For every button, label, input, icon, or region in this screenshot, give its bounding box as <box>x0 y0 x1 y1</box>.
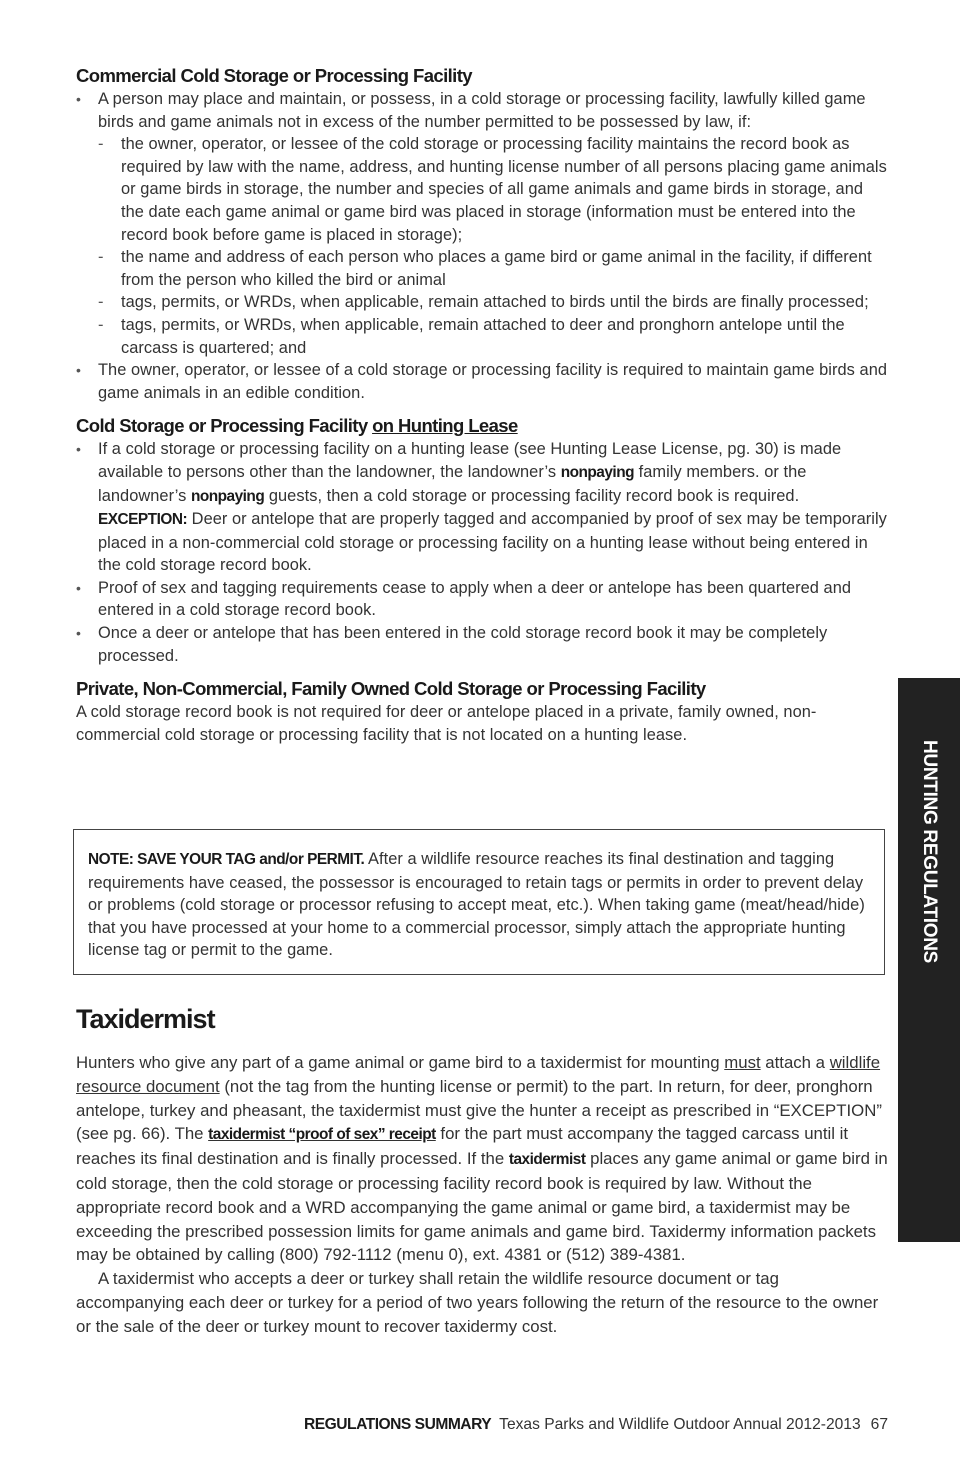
taxidermist-paragraph-1 <box>76 1051 888 1267</box>
list-item <box>76 88 888 359</box>
sub-list-item: - tags, permits, or WRDs, when applicable, remain attached to deer and pronghorn antelope until the carcass is quartered; and <box>98 314 888 359</box>
bold-run: nonpaying <box>190 487 265 505</box>
lease-heading-b: on Hunting Lease <box>372 415 518 437</box>
text-run: for the part must accompany the tagged carcass until it reaches its final destination and is finally processed. If the <box>76 1124 849 1169</box>
text-run: Hunters who give any part of a game animal or game bird to a taxidermist for mounting <box>76 1053 725 1072</box>
page-footer <box>304 1416 888 1434</box>
text-run: places any game animal or game bird in cold storage, then the cold storage or processing facility record book is required by law. Without the appropriate record book and a WRD accompanying the game animal or game bird, a taxidermist may be exceeding the prescribed possession limits for game animals and game bird. Taxidermy information packets may be obtained by calling (800) 792-1112 (menu 0), ext. 4381 or (512) 389-4381. <box>76 1149 888 1265</box>
footer-publication: Texas Parks and Wildlife Outdoor Annual 2012-2013 <box>499 1416 861 1433</box>
note-text: After a wildlife resource reaches its final destination and tagging requirements have ceased, the possessor is encouraged to retain tags or permits in order to prevent delay or problems (cold storage or processor refusing to accept meat, etc.). When taking game (meat/head/hide) that you have processed at your home to a commercial processor, simply attach the appropriate hunting license tag or permit to the game. <box>88 850 865 960</box>
main-content <box>76 64 888 746</box>
private-heading: Private, Non-Commercial, Family Owned Cold Storage or Processing Facility <box>76 678 706 700</box>
footer-label: REGULATIONS SUMMARY <box>304 1416 492 1433</box>
sub-list-item: - tags, permits, or WRDs, when applicable, remain attached to birds until the birds are finally processed; <box>98 291 888 314</box>
text-run: attach a <box>760 1053 830 1072</box>
side-tab <box>898 678 960 1242</box>
taxidermist-paragraph-2: A taxidermist who accepts a deer or turkey shall retain the wildlife resource document or tag accompanying each deer or turkey for a period of two years following the return of the resource to the owner or the sale of the deer or turkey mount to recover taxidermy cost. <box>76 1269 879 1336</box>
text-run: Deer or antelope that are properly tagged and accompanied by proof of sex may be temporarily placed in a non-commercial cold storage or processing facility on a hunting lease without being entered in the cold storage record book. <box>98 510 887 575</box>
text-run: guests, then a cold storage or processing facility record book is required. <box>264 486 800 505</box>
lease-heading-a: Cold Storage or Processing Facility <box>76 415 373 437</box>
list-item: • Proof of sex and tagging requirements cease to apply when a deer or antelope has been quartered and entered in a cold storage record book. <box>76 577 888 622</box>
note-box <box>73 829 885 975</box>
commercial-heading: Commercial Cold Storage or Processing Facility <box>76 65 472 86</box>
commercial-list <box>76 88 888 404</box>
taxidermist-heading: Taxidermist <box>76 1004 215 1034</box>
bold-run: taxidermist <box>508 1151 586 1169</box>
list-item: • The owner, operator, or lessee of a cold storage or processing facility is required to maintain game birds and game animals in an edible condition. <box>76 359 888 404</box>
side-tab-label: HUNTING REGULATIONS <box>919 740 940 963</box>
list-item: • Once a deer or antelope that has been entered in the cold storage record book it may be completely processed. <box>76 622 888 667</box>
commercial-bullet-1: A person may place and maintain, or possess, in a cold storage or processing facility, lawfully killed game birds and game animals not in excess of the number permitted to be possessed by law, if: <box>98 90 866 131</box>
underlined-run: must <box>724 1053 761 1072</box>
private-text: A cold storage record book is not required for deer or antelope placed in a private, family owned, non-commercial cold storage or processing facility that is not located on a hunting lease. <box>76 703 817 744</box>
bold-underlined-run: taxidermist “proof of sex” receipt <box>208 1126 436 1144</box>
taxidermist-body <box>76 1051 888 1339</box>
lease-heading <box>76 414 888 438</box>
page-number: 67 <box>870 1416 888 1433</box>
text-run: family members. or the landowner’s <box>98 462 807 505</box>
exception-label: EXCEPTION: <box>98 511 188 529</box>
underlined-run: wildlife resource document <box>76 1053 881 1096</box>
lease-list <box>76 438 888 667</box>
list-item <box>76 438 888 577</box>
note-label: NOTE: SAVE YOUR TAG and/or PERMIT. <box>88 851 365 868</box>
sub-list-item: - the name and address of each person who places a game bird or game animal in the facility, if different from the person who killed the bird or animal <box>98 246 888 291</box>
commercial-sublist <box>98 133 888 359</box>
sub-list-item: - the owner, operator, or lessee of the cold storage or processing facility maintains the record book as required by law with the name, address, and hunting license number of all persons placing game animals or game birds in storage, the number and species of all game animals and game birds in storage, and the date each game animal or game bird was placed in storage (information must be entered into the record book before game is placed in storage); <box>98 133 888 246</box>
text-run: (not the tag from the hunting license or permit) to the part. In return, for deer, pronghorn antelope, turkey and pheasant, the taxidermist must give the hunter a receipt as prescribed in “EXCEPTION” (see pg. 66). The <box>76 1076 882 1144</box>
bold-run: nonpaying <box>560 463 635 481</box>
text-run: If a cold storage or processing facility on a hunting lease (see Hunting Lease License, pg. 30) is made available to persons other than the landowner, the landowner’s <box>98 440 842 481</box>
